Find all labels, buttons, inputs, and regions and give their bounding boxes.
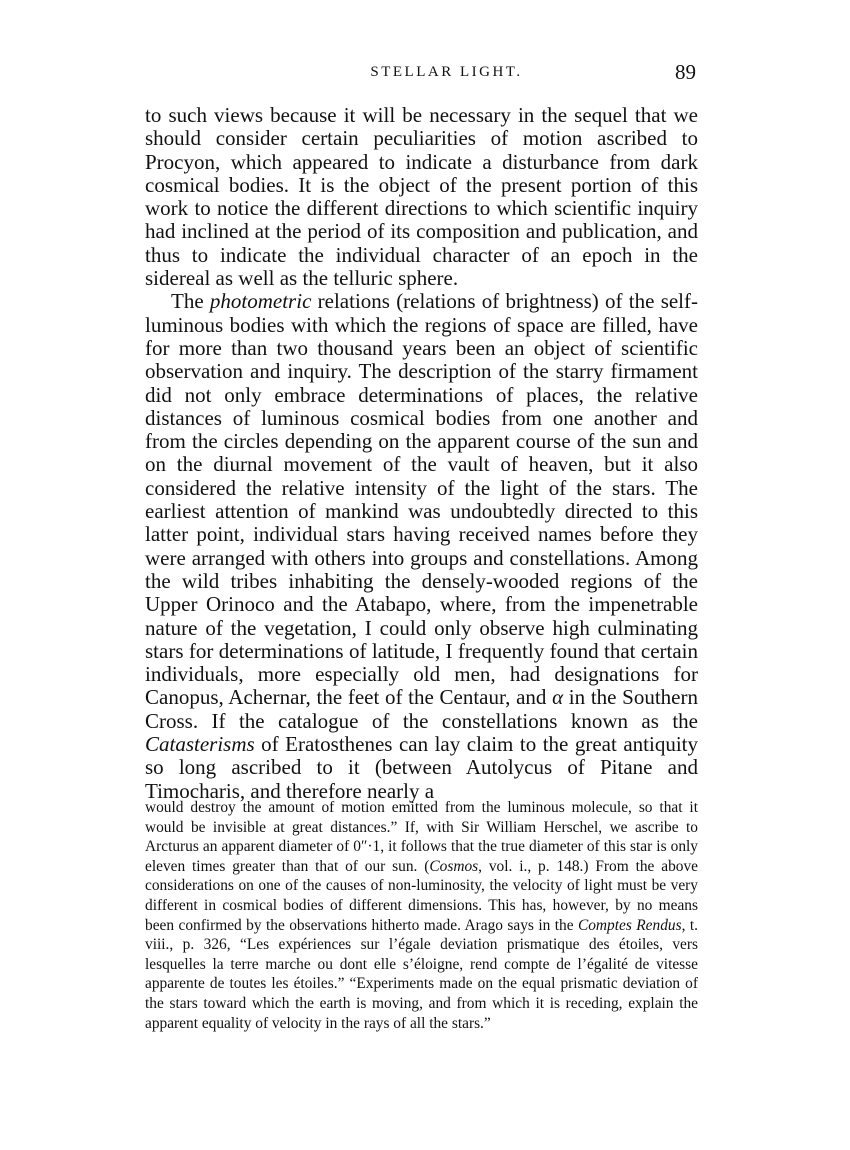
paragraph-2-start: The — [171, 289, 210, 314]
paragraph-2 — [145, 290, 698, 803]
term-catasterisms: Catasterisms — [145, 732, 255, 757]
book-page — [145, 60, 699, 1032]
page-number: 89 — [675, 60, 696, 84]
footnote-text — [145, 798, 698, 1033]
paragraph-2-middle-2: in the Southern Cross. If the catalogue of the constellations known as the — [145, 685, 699, 733]
footnote-part-3: , t. viii., p. 326, “Les expériences sur l’égale deviation prismatique des étoiles, vers lesquelles la terre marche ou dont elle s’éloigne, rend compte de l’égalité de vitesse apparente de toutes les étoiles.” “Experiments made on the equal prismatic deviation of the stars toward which the earth is moving, and from which it is receding, explain the apparent equality of velocity in the rays of all the stars.” — [145, 916, 698, 1032]
paragraph-1: to such views because it will be necessary in the sequel that we should consider certain peculiarities of motion ascribed to Procyon, which appeared to indicate a disturbance from dark cosmical bodies. It is the object of the present portion of this work to notice the different directions to which scientific inquiry had inclined at the period of its composition and publication, and thus to indicate the individual character of an epoch in the sidereal as well as the telluric sphere. — [145, 103, 698, 291]
footnote-part-1: would destroy the amount of motion emitted from the luminous molecule, so that it would be invisible at great distances.” If, with Sir William Herschel, we ascribe to Arcturus an apparent diameter of 0″·1, it follows that the true diameter of this star is only eleven times greater than that of our sun. ( — [145, 799, 698, 875]
paragraph-2-end: of Eratosthenes can lay claim to the great antiquity so long ascribed to it (between Autolycus of Pitane and Timocharis, and therefore nearly a — [145, 732, 698, 803]
footnote — [145, 798, 698, 1033]
term-photometric: photometric — [209, 289, 312, 314]
citation-comptes-rendus: Comptes Rendus — [577, 916, 682, 934]
body-text — [145, 104, 698, 803]
paragraph-2-middle: relations (relations of brightness) of the self-luminous bodies with which the regions of space are filled, have for more than two thousand years been an object of scientific observation and inquiry. The description of the starry firmament did not only embrace determinations of places, the relative distances of luminous cosmical bodies from one another and from the circles depending on the apparent course of the sun and on the diurnal movement of the vault of heaven, but it also considered the relative intensity of the light of the stars. The earliest attention of mankind was undoubtedly directed to this latter point, individual stars having received names before they were arranged with others into groups and constellations. Among the wild tribes inhabiting the densely-wooded regions of the Upper Orinoco and the Atabapo, where, from the impenetrable nature of the vegetation, I could only observe high culminating stars for determinations of latitude, I frequently found that certain individuals, more especially old men, had designations for Canopus, Achernar, the feet of the Centaur, and — [145, 289, 699, 710]
citation-cosmos: Cosmos — [429, 857, 479, 875]
running-head — [145, 60, 698, 90]
footnote-part-2: , vol. i., p. 148.) From the above considerations on one of the causes of non-luminosity, the velocity of light must be very different in cosmical bodies of different dimensions. This has, however, by no means been confirmed by the observations hitherto made. Arago says in the — [145, 857, 698, 934]
running-title: STELLAR LIGHT. — [370, 64, 523, 80]
alpha-symbol: α — [552, 685, 564, 710]
